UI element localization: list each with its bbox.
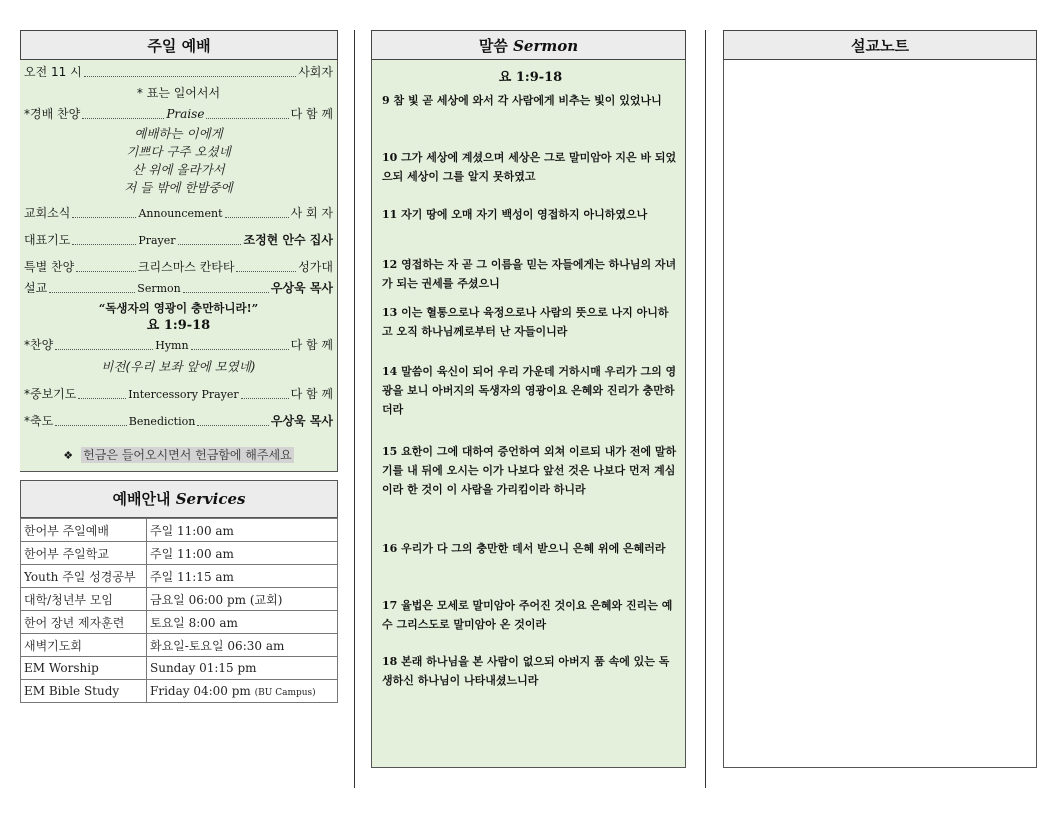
order-english: Praise <box>166 107 205 121</box>
praise-song: 저 들 밖에 한밤중에 <box>124 180 233 195</box>
dot-leader <box>72 244 136 245</box>
dot-leader <box>183 292 269 293</box>
dot-leader <box>82 118 164 119</box>
order-label: 특별 찬양 <box>24 260 75 274</box>
dot-leader <box>191 349 289 350</box>
order-label: *경배 찬양 <box>24 107 81 121</box>
verse: 16 우리가 다 그의 충만한 데서 받으니 은혜 위에 은혜러라 <box>382 542 666 555</box>
verse: 18 본래 하나님을 본 사람이 없으되 아버지 품 속에 있는 독생하신 하나님이 나타내셨느니라 <box>382 655 670 687</box>
order-leader: 다 함 께 <box>290 387 333 401</box>
verse: 13 이는 혈통으로나 육정으로나 사람의 뜻으로 나지 아니하고 오직 하나님께로부터 난 자들이니라 <box>382 306 669 338</box>
service-name: 새벽기도회 <box>21 634 147 657</box>
worship-order <box>20 60 338 472</box>
order-row-sermon <box>20 278 337 299</box>
verse: 14 말씀이 육신이 되어 우리 가운데 거하시매 우리가 그의 영광을 보니 아버지의 독생자의 영광이요 은혜와 진리가 충만하더라 <box>382 365 677 416</box>
dot-leader <box>76 271 136 272</box>
dot-leader <box>206 118 288 119</box>
order-english: 크리스마스 칸타타 <box>137 260 235 274</box>
table-row <box>21 519 338 542</box>
verse: 9 참 빛 곧 세상에 와서 각 사람에게 비추는 빛이 있었나니 <box>382 94 662 107</box>
service-name: EM Bible Study <box>21 680 147 703</box>
praise-song: 기쁘다 구주 오셨네 <box>126 144 231 159</box>
table-row <box>21 680 338 703</box>
sermon-header-ko: 말씀 <box>478 37 508 55</box>
sermon-title: “독생자의 영광이 충만하니라!” <box>98 301 259 315</box>
service-time: 토요일 8:00 am <box>147 611 338 634</box>
service-note: (BU Campus) <box>254 688 316 698</box>
table-row <box>21 565 338 588</box>
order-leader: 조정현 안수 집사 <box>243 233 333 247</box>
dot-leader <box>72 217 136 218</box>
order-leader: 사 회 자 <box>290 206 333 220</box>
offering-note <box>20 446 337 463</box>
services-title <box>20 480 338 518</box>
notes-column <box>723 30 1037 768</box>
order-row-praise <box>20 104 337 125</box>
verse: 12 영접하는 자 곧 그 이름을 믿는 자들에게는 하나님의 자녀가 되는 권세를 주셨으니 <box>382 258 677 290</box>
service-name: EM Worship <box>21 657 147 680</box>
dot-leader <box>78 398 126 399</box>
service-name: Youth 주일 성경공부 <box>21 565 147 588</box>
services-title-en: Services <box>175 490 246 508</box>
service-name: 한어부 주일예배 <box>21 519 147 542</box>
sermon-header <box>371 30 686 60</box>
worship-column <box>20 30 338 703</box>
table-row <box>21 657 338 680</box>
order-label: 교회소식 <box>24 206 71 220</box>
table-row <box>21 611 338 634</box>
order-leader: 우상욱 목사 <box>270 281 333 295</box>
verse: 15 요한이 그에 대하여 증언하여 외쳐 이르되 내가 전에 말하기를 내 뒤에 오시는 이가 나보다 앞선 것은 나보다 먼저 계심이라 한 것이 이 사람을 가리킴이라 하니라 <box>382 445 677 496</box>
sermon-reference: 요 1:9-18 <box>146 318 211 333</box>
order-label: 설교 <box>24 281 48 295</box>
stand-note-text: * 표는 일어서서 <box>136 86 221 100</box>
service-time: Friday 04:00 pm <box>150 684 251 698</box>
scripture-reference: 요 1:9-18 <box>498 70 563 85</box>
notes-area[interactable] <box>723 60 1037 768</box>
sermon-header-en: Sermon <box>513 37 579 55</box>
service-time: 금요일 06:00 pm (교회) <box>147 588 338 611</box>
worship-title: 주일 예배 <box>20 30 338 60</box>
column-divider <box>354 30 355 788</box>
service-name: 한어 장년 제자훈련 <box>21 611 147 634</box>
order-english: Benediction <box>128 415 196 428</box>
sermon-column <box>371 30 686 768</box>
order-english: Sermon <box>137 282 181 295</box>
dot-leader <box>84 76 297 77</box>
order-english: Hymn <box>155 339 189 352</box>
table-row <box>21 588 338 611</box>
order-row-prayer <box>20 230 337 251</box>
service-name: 대학/청년부 모임 <box>21 588 147 611</box>
service-name: 한어부 주일학교 <box>21 542 147 565</box>
table-row <box>21 634 338 657</box>
order-label: *축도 <box>24 414 54 428</box>
order-leader: 다 함 께 <box>290 107 333 121</box>
order-row-hymn <box>20 335 337 356</box>
dot-leader <box>55 349 153 350</box>
services-title-ko: 예배안내 <box>112 490 171 508</box>
dot-leader <box>225 217 289 218</box>
order-label: 대표기도 <box>24 233 71 247</box>
order-leader: 우상욱 목사 <box>270 414 334 428</box>
order-english: Prayer <box>138 234 176 247</box>
service-time: Sunday 01:15 pm <box>147 657 338 680</box>
order-leader: 다 함 께 <box>290 338 334 352</box>
dot-leader <box>241 398 289 399</box>
order-english: Announcement <box>138 207 223 220</box>
verse: 11 자기 땅에 오매 자기 백성이 영접하지 아니하였으나 <box>382 208 648 221</box>
praise-song: 산 위에 올라가서 <box>132 162 225 177</box>
hymn-name: 비전(우리 보좌 앞에 모였네) <box>101 359 256 374</box>
order-leader: 성가대 <box>298 260 333 274</box>
service-time-cell <box>147 680 338 703</box>
verse: 17 율법은 모세로 말미암아 주어진 것이요 은혜와 진리는 예수 그리스도로 말미암아 온 것이라 <box>382 599 673 631</box>
notes-title: 설교노트 <box>723 30 1037 60</box>
dot-leader <box>49 292 135 293</box>
order-row-special <box>20 257 337 278</box>
diamond-bullet-icon: ❖ <box>63 449 74 462</box>
order-leader: 사회자 <box>298 65 333 79</box>
dot-leader <box>55 425 127 426</box>
table-row <box>21 542 338 565</box>
order-row-benediction <box>20 411 337 432</box>
scripture-panel <box>371 60 686 768</box>
order-label: *찬양 <box>24 338 54 352</box>
order-row-time <box>20 62 337 83</box>
order-label: *중보기도 <box>24 387 77 401</box>
order-label: 오전 11 시 <box>24 65 82 79</box>
order-row-intercessory <box>20 384 337 405</box>
service-time: 주일 11:00 am <box>147 542 338 565</box>
service-time: 주일 11:00 am <box>147 519 338 542</box>
stand-note <box>20 83 337 104</box>
dot-leader <box>178 244 242 245</box>
verse: 10 그가 세상에 계셨으며 세상은 그로 말미암아 지은 바 되었으되 세상이 그를 알지 못하였고 <box>382 151 677 183</box>
service-time: 주일 11:15 am <box>147 565 338 588</box>
services-table <box>20 518 338 703</box>
service-time: 화요일-토요일 06:30 am <box>147 634 338 657</box>
order-row-announcement <box>20 203 337 224</box>
dot-leader <box>236 271 296 272</box>
dot-leader <box>197 425 269 426</box>
column-divider <box>705 30 706 788</box>
offering-text: 헌금은 들어오시면서 헌금함에 해주세요 <box>83 448 292 462</box>
order-english: Intercessory Prayer <box>128 388 239 401</box>
praise-song: 예배하는 이에게 <box>134 126 223 141</box>
